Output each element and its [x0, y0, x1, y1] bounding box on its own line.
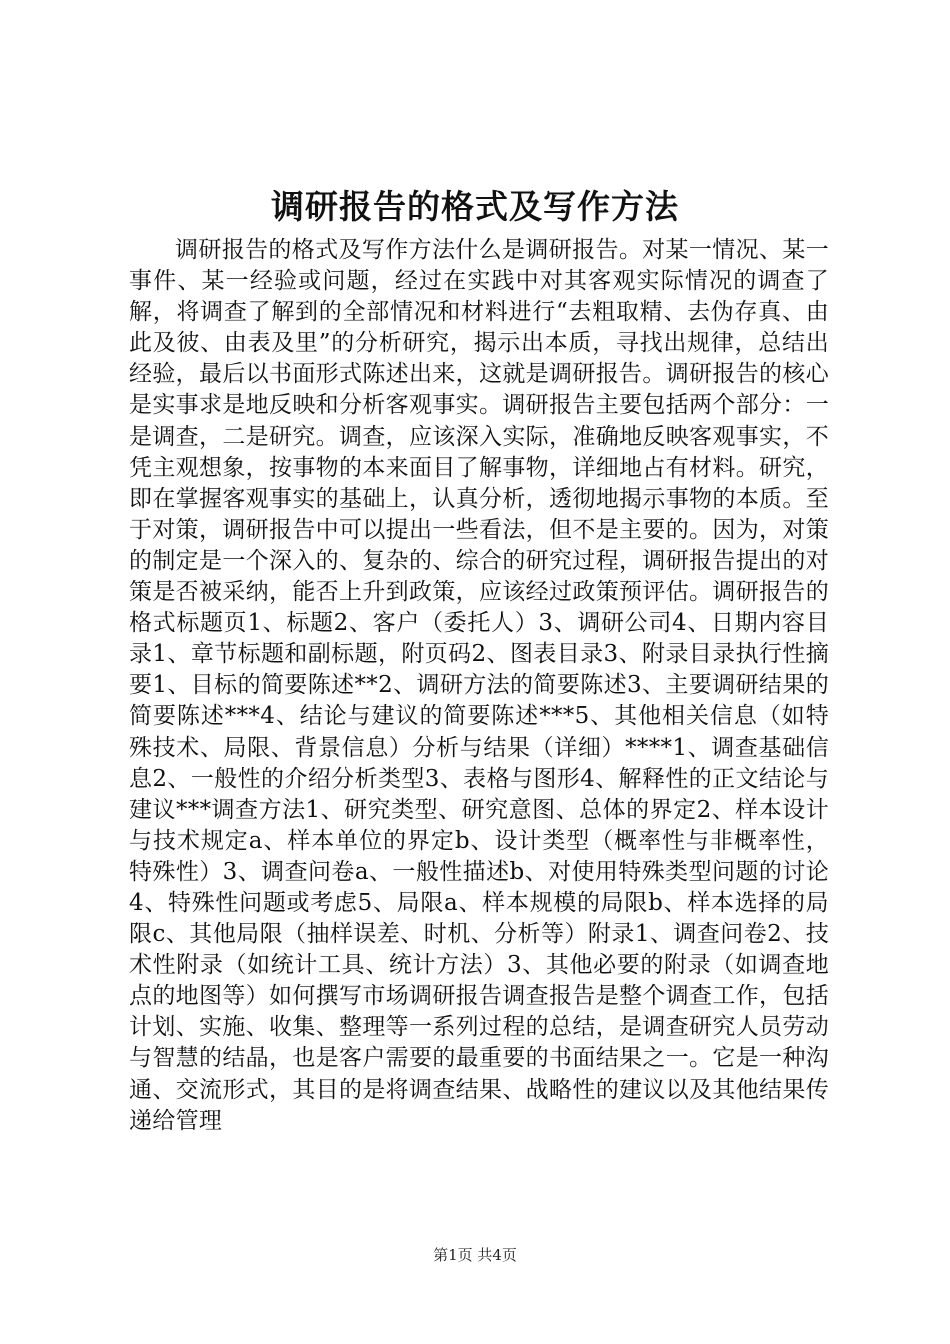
document-body-text: 调研报告的格式及写作方法什么是调研报告。对某一情况、某一事件、某一经验或问题，经过在实践中对其客观实际情况的调查了解，将调查了解到的全部情况和材料进行“去粗取精、去伪存真、由此及彼、由表及里”的分析研究，揭示出本质，寻找出规律，总结出经验，最后以书面形式陈述出来，这就是调研报告。调研报告的核心是实事求是地反映和分析客观事实。调研报告主要包括两个部分：一是调查，二是研究。调查，应该深入实际，准确地反映客观事实，不凭主观想象，按事物的本来面目了解事物，详细地占有材料。研究，即在掌握客观事实的基础上，认真分析，透彻地揭示事物的本质。至于对策，调研报告中可以提出一些看法，但不是主要的。因为，对策的制定是一个深入的、复杂的、综合的研究过程，调研报告提出的对策是否被采纳，能否上升到政策，应该经过政策预评估。调研报告的格式标题页1、标题2、客户（委托人）3、调研公司4、日期内容目录1、章节标题和副标题，附页码2、图表目录3、附录目录执行性摘要1、目标的简要陈述**2、调研方法的简要陈述3、主要调研结果的简要陈述***4、结论与建议的简要陈述***5、其他相关信息（如特殊技术、局限、背景信息）分析与结果（详细）****1、调查基础信息2、一般性的介绍分析类型3、表格与图形4、解释性的正文结论与建议***调查方法1、研究类型、研究意图、总体的界定2、样本设计与技术规定a、样本单位的界定b、设计类型（概率性与非概率性，特殊性）3、调查问卷a、一般性描述b、对使用特殊类型问题的讨论4、特殊性问题或考虑5、局限a、样本规模的局限b、样本选择的局限c、其他局限（抽样误差、时机、分析等）附录1、调查问卷2、技术性附录（如统计工具、统计方法）3、其他必要的附录（如调查地点的地图等）如何撰写市场调研报告调查报告是整个调查工作，包括计划、实施、收集、整理等一系列过程的总结，是调查研究人员劳动与智慧的结晶，也是客户需要的最重要的书面结果之一。它是一种沟通、交流形式，其目的是将调查结果、战略性的建议以及其他结果传递给管理 [129, 237, 829, 1134]
document-title: 调研报告的格式及写作方法 [271, 187, 679, 226]
page-number-footer: 第1页 共4页 [433, 1246, 517, 1264]
